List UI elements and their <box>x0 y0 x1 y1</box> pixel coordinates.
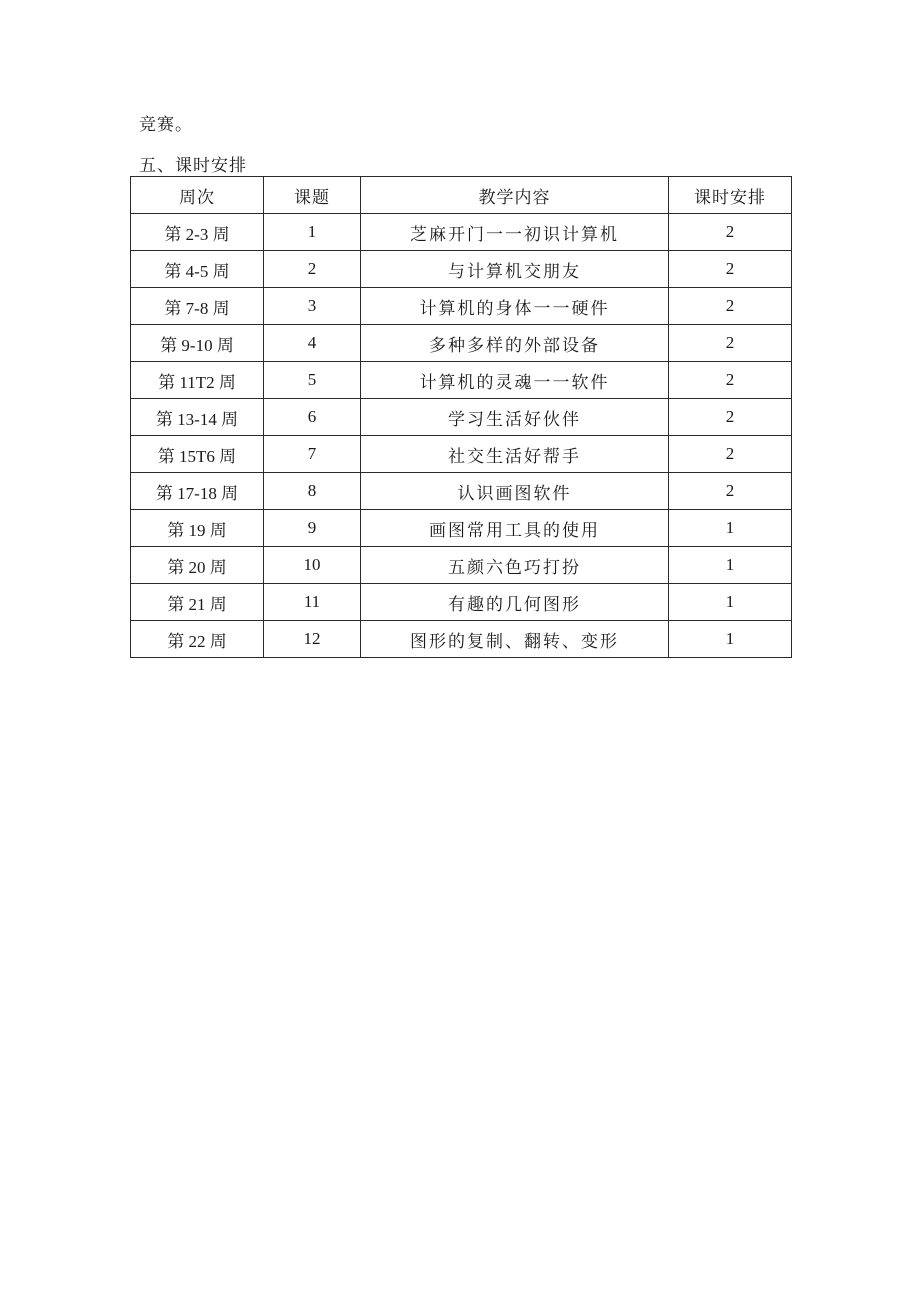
hours-cell: 2 <box>669 436 792 473</box>
lesson-cell: 1 <box>264 214 361 251</box>
table-row <box>131 473 792 510</box>
table-row <box>131 251 792 288</box>
week-cell: 第 17-18 周 <box>131 473 264 510</box>
continuation-text: 竞赛。 <box>139 115 193 135</box>
content-cell: 五颜六色巧打扮 <box>361 547 669 584</box>
week-cell: 第 15T6 周 <box>131 436 264 473</box>
header-week: 周次 <box>131 177 264 214</box>
content-cell: 学习生活好伙伴 <box>361 399 669 436</box>
header-hours: 课时安排 <box>669 177 792 214</box>
lesson-cell: 9 <box>264 510 361 547</box>
table-row <box>131 288 792 325</box>
table-row <box>131 436 792 473</box>
table-row <box>131 325 792 362</box>
week-cell: 第 7-8 周 <box>131 288 264 325</box>
hours-cell: 2 <box>669 325 792 362</box>
content-cell: 图形的复制、翻转、变形 <box>361 621 669 658</box>
content-cell: 芝麻开门一一初识计算机 <box>361 214 669 251</box>
header-lesson: 课题 <box>264 177 361 214</box>
week-cell: 第 21 周 <box>131 584 264 621</box>
lesson-cell: 3 <box>264 288 361 325</box>
week-cell: 第 22 周 <box>131 621 264 658</box>
week-cell: 第 19 周 <box>131 510 264 547</box>
table-row <box>131 214 792 251</box>
week-cell: 第 4-5 周 <box>131 251 264 288</box>
lesson-cell: 4 <box>264 325 361 362</box>
content-cell: 计算机的灵魂一一软件 <box>361 362 669 399</box>
week-cell: 第 20 周 <box>131 547 264 584</box>
content-cell: 多种多样的外部设备 <box>361 325 669 362</box>
header-content: 教学内容 <box>361 177 669 214</box>
content-cell: 画图常用工具的使用 <box>361 510 669 547</box>
lesson-cell: 11 <box>264 584 361 621</box>
hours-cell: 1 <box>669 547 792 584</box>
lesson-cell: 7 <box>264 436 361 473</box>
lesson-cell: 6 <box>264 399 361 436</box>
lesson-cell: 10 <box>264 547 361 584</box>
hours-cell: 2 <box>669 214 792 251</box>
content-cell: 认识画图软件 <box>361 473 669 510</box>
lesson-cell: 2 <box>264 251 361 288</box>
table-header-row <box>131 177 792 214</box>
table-row <box>131 621 792 658</box>
hours-cell: 2 <box>669 473 792 510</box>
table-row <box>131 547 792 584</box>
table-row <box>131 362 792 399</box>
lesson-cell: 5 <box>264 362 361 399</box>
content-cell: 与计算机交朋友 <box>361 251 669 288</box>
content-cell: 计算机的身体一一硬件 <box>361 288 669 325</box>
hours-cell: 1 <box>669 510 792 547</box>
lesson-cell: 8 <box>264 473 361 510</box>
week-cell: 第 9-10 周 <box>131 325 264 362</box>
week-cell: 第 13-14 周 <box>131 399 264 436</box>
content-cell: 有趣的几何图形 <box>361 584 669 621</box>
hours-cell: 1 <box>669 621 792 658</box>
week-cell: 第 2-3 周 <box>131 214 264 251</box>
hours-cell: 2 <box>669 251 792 288</box>
schedule-table <box>130 176 792 658</box>
hours-cell: 2 <box>669 399 792 436</box>
table-row <box>131 399 792 436</box>
table-row <box>131 510 792 547</box>
table-row <box>131 584 792 621</box>
section-heading: 五、课时安排 <box>139 156 247 176</box>
lesson-cell: 12 <box>264 621 361 658</box>
hours-cell: 2 <box>669 362 792 399</box>
hours-cell: 2 <box>669 288 792 325</box>
hours-cell: 1 <box>669 584 792 621</box>
content-cell: 社交生活好帮手 <box>361 436 669 473</box>
week-cell: 第 11T2 周 <box>131 362 264 399</box>
